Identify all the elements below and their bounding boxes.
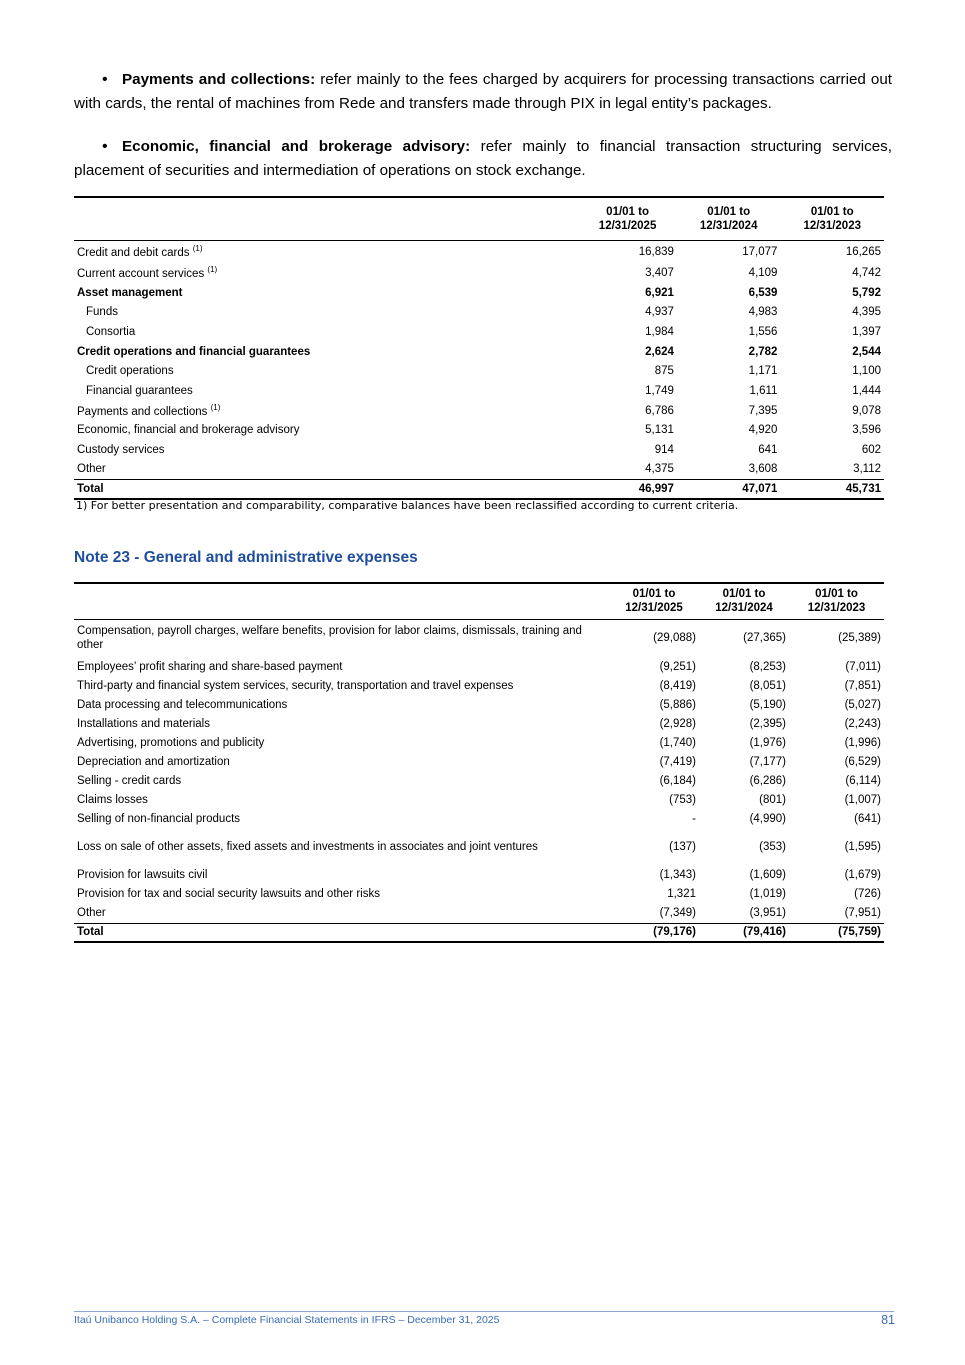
table-row [74,714,884,733]
cell-value: 4,742 [852,266,881,279]
footer-divider [74,1311,894,1312]
cell-value: 4,937 [645,306,674,319]
column-header: 01/01 to 12/31/2023 [807,588,866,615]
cell-value: 3,596 [852,424,881,437]
cell-value: (6,529) [844,756,881,769]
cell-value: (1,019) [749,888,786,901]
table-header-row [74,197,884,240]
row-label: Claims losses [77,794,148,807]
table-row [74,866,884,885]
cell-value: 1,749 [645,384,674,397]
cell-value: (7,349) [659,907,696,920]
cell-value: (8,253) [749,660,786,673]
row-label: Loss on sale of other assets, fixed assets and investments in associates and joint ventures [77,841,538,854]
service-fees-table [74,196,884,500]
footer-text: Itaú Unibanco Holding S.A. – Complete Financial Statements in IFRS – December 31, 2025 [74,1314,500,1326]
cell-value: 875 [654,365,674,378]
cell-value: 9,078 [852,404,881,417]
row-label: Provision for tax and social security lawsuits and other risks [77,888,380,901]
cell-value: (75,759) [789,923,884,942]
cell-value: (6,286) [749,775,786,788]
row-label: Third-party and financial system services, security, transportation and travel expenses [77,679,514,692]
cell-value: 6,786 [645,404,674,417]
row-label: Selling - credit cards [77,775,182,788]
table-body [74,240,884,499]
cell-value: 1,444 [852,384,881,397]
row-label: Consortia [86,325,136,338]
row-label: Other [77,907,106,920]
bullet-paragraph-payments [74,68,892,116]
table-row [74,263,884,283]
cell-value: 641 [758,444,778,457]
cell-value: (7,951) [844,907,881,920]
row-label: Compensation, payroll charges, welfare benefits, provision for labor claims, dismissals, training and other [77,625,582,652]
table-row [74,772,884,791]
row-label: Credit operations and financial guarantees [77,345,311,358]
cell-value: (137) [669,841,696,854]
cell-value: (2,243) [844,717,881,730]
row-label: Economic, financial and brokerage advisory [77,424,300,437]
cell-value: 3,407 [645,266,674,279]
cell-value: (4,990) [749,813,786,826]
cell-value: (1,595) [844,841,881,854]
cell-value: 1,556 [748,325,778,338]
cell-value: 4,109 [748,266,778,279]
row-label: Asset management [77,286,183,299]
row-label: Employees’ profit sharing and share-based payment [77,660,343,673]
table-row [74,342,884,362]
cell-value: 1,321 [667,888,696,901]
cell-value: (1,679) [844,869,881,882]
table-row [74,619,884,657]
table-row [74,322,884,342]
cell-value: 1,100 [852,365,881,378]
footnote-marker: (1) [210,403,221,413]
table-body [74,619,884,942]
cell-value: (7,011) [845,660,881,673]
cell-value: 4,983 [748,306,778,319]
bullet-text: refer mainly to financial transaction structuring services, placement of securities and intermediation of operations on stock exchange. [74,138,892,179]
cell-value: - [692,813,696,826]
table-row [74,401,884,421]
cell-value: (641) [854,813,881,826]
cell-value: (353) [759,841,786,854]
cell-value: 4,920 [748,424,778,437]
cell-value: 1,984 [645,325,674,338]
cell-value: 17,077 [742,245,778,258]
table-header-row [74,583,884,619]
column-header: 01/01 to 12/31/2024 [715,588,773,615]
cell-value: 4,395 [852,306,881,319]
table-row [74,810,884,829]
cell-value: 6,539 [748,286,778,299]
cell-value: 914 [654,444,674,457]
table-row [74,283,884,303]
cell-value: (7,177) [749,756,786,769]
table-row [74,733,884,752]
cell-value: 602 [861,444,881,457]
table-row [74,302,884,322]
table-footnote: 1) For better presentation and comparability, comparative balances have been reclassified according to current criteria. [76,499,739,512]
table-row [74,421,884,441]
row-label: Selling of non-financial products [77,813,241,826]
cell-value: (1,007) [844,794,881,807]
cell-value: (1,976) [749,736,786,749]
cell-value: (9,251) [659,660,696,673]
row-label: Custody services [77,444,165,457]
table-row [74,791,884,810]
row-label: Total [74,480,578,500]
row-label: Installations and materials [77,717,210,730]
cell-value: 4,375 [645,463,674,476]
bullet-icon: • [102,71,108,88]
table-row [74,829,884,866]
row-label: Current account services $^{(1)}$ [77,265,218,281]
bullet-paragraph-advisory [74,135,892,183]
cell-value: (2,928) [659,717,696,730]
cell-value: (6,114) [845,775,881,788]
table-row [74,676,884,695]
table-row [74,695,884,714]
row-label: Advertising, promotions and publicity [77,736,265,749]
cell-value: 2,782 [748,345,778,358]
cell-value: (3,951) [749,907,786,920]
cell-value: 5,131 [645,424,674,437]
cell-value: (726) [854,888,881,901]
row-label: Credit and debit cards $^{(1)}$ [77,244,203,260]
cell-value: 16,839 [638,245,674,258]
column-header: 01/01 to 12/31/2025 [598,205,657,232]
page-number: 81 [881,1313,895,1327]
cell-value: 2,544 [852,345,881,358]
cell-value: (801) [759,794,786,807]
bullet-term: Economic, financial and brokerage advisory: [122,138,471,155]
admin-expenses-table [74,582,884,943]
cell-value: (1,609) [749,869,786,882]
cell-value: 1,397 [852,325,881,338]
table-row [74,361,884,381]
cell-value: (5,027) [844,698,881,711]
table-row [74,240,884,263]
cell-value: 5,792 [852,286,881,299]
table-row [74,480,884,500]
cell-value: (25,389) [838,632,881,645]
column-header: 01/01 to 12/31/2023 [803,205,861,232]
cell-value: (753) [669,794,696,807]
cell-value: (7,851) [844,679,881,692]
column-header: 01/01 to 12/31/2024 [699,205,758,232]
cell-value: 6,921 [645,286,674,299]
table-row [74,752,884,771]
table-row [74,904,884,923]
row-label: Payments and collections $^{(1)}$ [77,403,221,419]
cell-value: 7,395 [748,404,778,417]
cell-value: (27,365) [743,632,786,645]
table-row [74,885,884,904]
cell-value: (1,740) [659,736,696,749]
row-label: Financial guarantees [86,384,193,397]
table-row [74,460,884,480]
cell-value: (5,886) [659,698,696,711]
row-label: Data processing and telecommunications [77,698,288,711]
cell-value: 45,731 [780,480,884,500]
cell-value: 2,624 [645,345,674,358]
cell-value: (5,190) [749,698,786,711]
row-label: Total [74,923,609,942]
note-title: Note 23 - General and administrative expenses [74,549,418,566]
row-label: Depreciation and amortization [77,756,230,769]
cell-value: 1,611 [749,384,778,397]
cell-value: 3,608 [748,463,778,476]
cell-value: (6,184) [659,775,696,788]
cell-value: (7,419) [659,756,696,769]
table-row [74,440,884,460]
bullet-text: refer mainly to the fees charged by acquirers for processing transactions carried out with cards, the rental of machines from Rede and transfers made through PIX in legal entity’s packages. [74,71,892,112]
cell-value: (29,088) [653,632,696,645]
row-label: Provision for lawsuits civil [77,869,208,882]
column-header: 01/01 to 12/31/2025 [625,588,683,615]
footnote-marker: (1) [192,244,203,254]
table-row [74,923,884,942]
footnote-marker: (1) [207,265,218,275]
bullet-term: Payments and collections: [122,71,316,88]
cell-value: 3,112 [853,463,881,476]
cell-value: 46,997 [578,480,677,500]
row-label: Other [77,463,106,476]
table-row [74,657,884,676]
cell-value: (8,051) [749,679,786,692]
cell-value: (2,395) [749,717,786,730]
row-label: Credit operations [86,365,174,378]
cell-value: (79,176) [609,923,699,942]
table-row [74,381,884,401]
cell-value: 16,265 [845,245,881,258]
bullet-icon: • [102,138,108,155]
cell-value: (8,419) [659,679,696,692]
cell-value: 1,171 [748,365,778,378]
row-label: Funds [86,306,118,319]
cell-value: 47,071 [677,480,781,500]
cell-value: (1,996) [844,736,881,749]
cell-value: (79,416) [699,923,789,942]
cell-value: (1,343) [659,869,696,882]
